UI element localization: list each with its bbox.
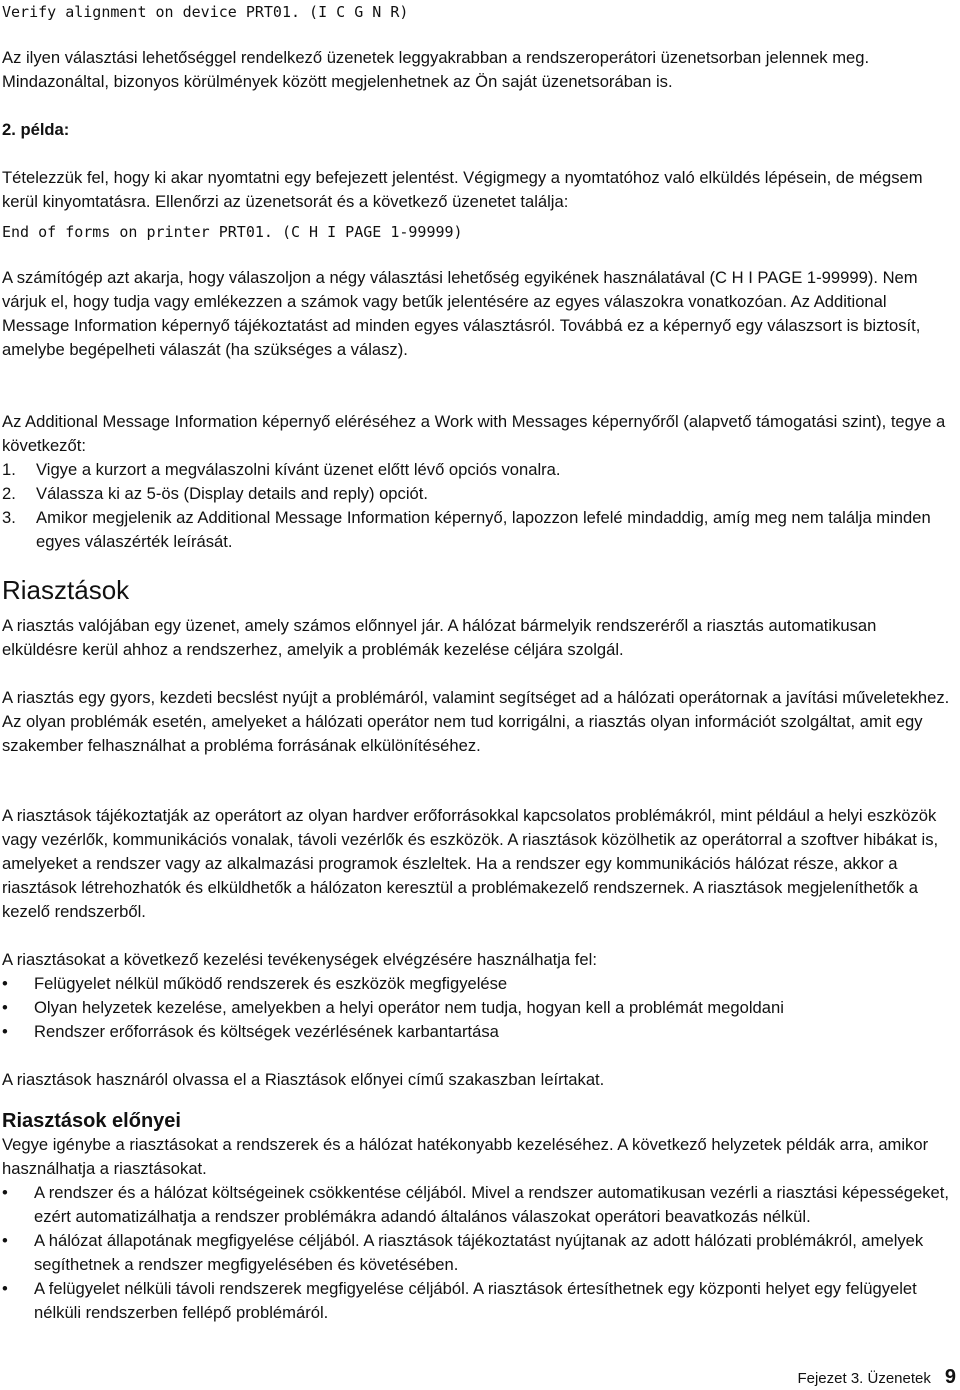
message-code-text: Verify alignment on device PRT01.: [2, 3, 301, 21]
uses-note-paragraph: A riasztások hasznáról olvassa el a Riasztások előnyei című szakaszban leírtakat.: [2, 1070, 605, 1089]
uses-item: [2, 996, 954, 1020]
step-item: [2, 458, 954, 482]
message-code-line: [2, 0, 954, 24]
bullet-icon: •: [2, 1279, 8, 1298]
example-reply-options: (C H I PAGE 1-99999): [281, 223, 463, 241]
step-number: 2.: [2, 484, 16, 503]
section-paragraph: A riasztás valójában egy üzenet, amely számos előnnyel jár. A hálózat bármelyik rendszeréről a riasztás automatikusan elküldésre kerül ahhoz a rendszerhez, amelyik a problémák kezelése céljára szolgál.: [2, 616, 877, 659]
example-code-line: [2, 220, 954, 244]
bullet-icon: •: [2, 974, 8, 993]
message-reply-options: (I C G N R): [309, 3, 409, 21]
section-paragraph: A riasztások tájékoztatják az operátort az olyan hardver erőforrásokkal kapcsolatos problémákról, mint például a helyi eszközök vagy vezérlők, kommunikációs vonalak, távoli vezérlők és eszközök. A riasztások közölhetik az operátorral a szoftver hibákat is, amelyeket a rendszer vagy az alkalmazási programok észleltek. Ha a rendszer egy kommunikációs hálózat része, akkor a riasztások létrehozhatók és elküldhetők a hálózaton keresztül a problémakezelő rendszernek. A riasztások megjeleníthetők a kezelő rendszerből.: [2, 806, 939, 921]
benefit-item: [2, 1181, 954, 1229]
step-item: [2, 482, 954, 506]
page-footer: [797, 1366, 956, 1390]
example-paragraph: Tételezzük fel, hogy ki akar nyomtatni egy befejezett jelentést. Végigmegy a nyomtatóhoz való elküldés lépésein, de mégsem kerül kinyomtatásra. Ellenőrzi az üzenetsorát és a következő üzenetet találja:: [2, 168, 923, 211]
step-number: 1.: [2, 460, 16, 479]
section-title: Riasztások: [2, 575, 130, 605]
intro-paragraph: Az ilyen választási lehetőséggel rendelkező üzenetek leggyakrabban a rendszeroperátori üzenetsorban jelennek meg. Mindazonáltal, bizonyos körülmények között megjelenhetnek az Ön saját üzenetsorában is.: [2, 48, 870, 91]
uses-item-text: Felügyelet nélkül működő rendszerek és eszközök megfigyelése: [34, 974, 508, 993]
bullet-icon: •: [2, 1183, 8, 1202]
step-text: Vigye a kurzort a megválaszolni kívánt üzenet előtt lévő opciós vonalra.: [36, 460, 561, 479]
benefit-text: A felügyelet nélküli távoli rendszerek megfigyelése céljából. A riasztások értesíthetnek egy központi helyet egy felügyelet nélküli rendszerben fellépő problémáról.: [34, 1279, 917, 1322]
uses-item-text: Olyan helyzetek kezelése, amelyekben a helyi operátor nem tudja, hogyan kell a problémát megoldani: [34, 998, 784, 1017]
steps-list: [2, 458, 954, 554]
step-item: [2, 506, 954, 554]
example-heading: 2. példa:: [2, 120, 70, 139]
step-text: Amikor megjelenik az Additional Message Information képernyő, lapozzon lefelé mindaddig, amíg meg nem találja minden egyes válaszérték leírását.: [36, 508, 931, 551]
uses-list: [2, 972, 954, 1044]
example-explanation-paragraph: A számítógép azt akarja, hogy válaszoljon a négy választási lehetőség egyikének használatával (C H I PAGE 1-99999). Nem várjuk el, hogy tudja vagy emlékezzen a számok vagy betűk jelentésére az egyes válaszokra vonatkozóan. Az Additional Message Information képernyő tájékoztatást ad minden egyes választásról. Továbbá ez a képernyő egy válaszsort is biztosít, amelybe begépelheti válaszát (ha szükséges a válasz).: [2, 268, 921, 359]
uses-intro-paragraph: A riasztásokat a következő kezelési tevékenységek elvégzésére használhatja fel:: [2, 950, 597, 969]
benefits-list: [2, 1181, 954, 1325]
benefit-text: A rendszer és a hálózat költségeinek csökkentése céljából. Mivel a rendszer automatikusan vezérli a riasztási képességeket, ezért automatizálhatja a rendszer problémákra adandó általános válaszokat operátori beavatkozás nélkül.: [34, 1183, 949, 1226]
subsection-title: Riasztások előnyei: [2, 1110, 181, 1132]
benefit-text: A hálózat állapotának megfigyelése céljából. A riasztások tájékoztatást nyújtanak az adott hálózati problémákról, amelyek segíthetnek a rendszer megfigyelésében és követésében.: [34, 1231, 924, 1274]
section-paragraph: A riasztás egy gyors, kezdeti becslést nyújt a problémáról, valamint segítséget ad a hálózati operátornak a javítási műveletekhez. Az olyan problémák esetén, amelyeket a hálózati operátor nem tud korrigálni, a riasztás olyan információt szolgáltat, amit egy szakember felhasználhat a probléma forrásának elkülönítéséhez.: [2, 688, 950, 755]
uses-item: [2, 1020, 954, 1044]
step-text: Válassza ki az 5-ös (Display details and reply) opciót.: [36, 484, 428, 503]
footer-chapter: Fejezet 3. Üzenetek: [797, 1370, 931, 1387]
bullet-icon: •: [2, 998, 8, 1017]
step-number: 3.: [2, 508, 16, 527]
benefit-item: [2, 1229, 954, 1277]
steps-intro-paragraph: Az Additional Message Information képernyő eléréséhez a Work with Messages képernyőről (alapvető támogatási szint), tegye a következőt:: [2, 412, 946, 455]
bullet-icon: •: [2, 1022, 8, 1041]
uses-item-text: Rendszer erőforrások és költségek vezérlésének karbantartása: [34, 1022, 499, 1041]
bullet-icon: •: [2, 1231, 8, 1250]
benefit-item: [2, 1277, 954, 1325]
page-number: 9: [944, 1366, 956, 1388]
uses-item: [2, 972, 954, 996]
example-code-text: End of forms on printer PRT01.: [2, 223, 273, 241]
subsection-intro-paragraph: Vegye igénybe a riasztásokat a rendszerek és a hálózat hatékonyabb kezeléséhez. A következő helyzetek példák arra, amikor használhatja a riasztásokat.: [2, 1135, 929, 1178]
